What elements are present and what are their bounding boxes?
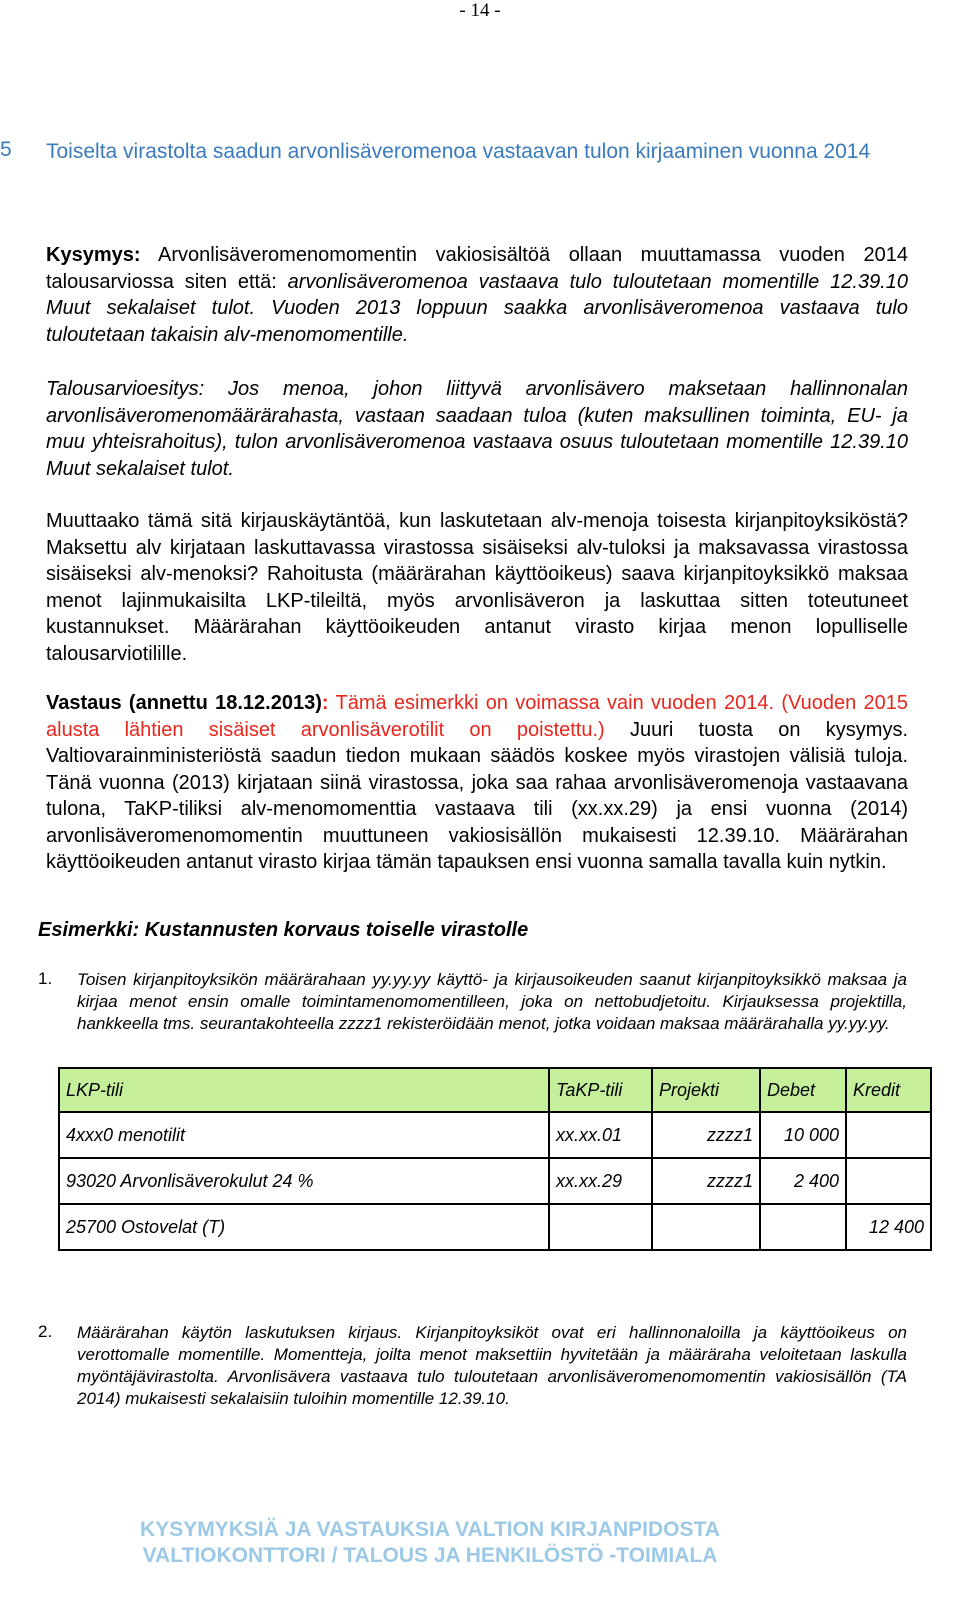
- table-row: [59, 1204, 931, 1250]
- cell-debet: 10 000: [760, 1112, 846, 1158]
- cell-kredit: [846, 1112, 931, 1158]
- cell-kredit: 12 400: [846, 1204, 931, 1250]
- cell-lkp-tili: 25700 Ostovelat (T): [59, 1204, 549, 1250]
- cell-takp-tili: xx.xx.29: [549, 1158, 652, 1204]
- cell-debet: 2 400: [760, 1158, 846, 1204]
- cell-debet: [760, 1204, 846, 1250]
- answer-text: Juuri tuosta on kysymys. Valtiovarainministeriöstä saadun tiedon mukaan säädös koskee myös virastojen välisiä tuloja. Tänä vuonna (2013) kirjataan siinä virastossa, joka saa rahaa arvonlisäveromenoja vastaavana tulona, TaKP-tiliksi alv-menomomenttia vastaava tili (xx.xx.29) ja ensi vuonna (2014) arvonlisäveromenomomentin muuttuneen vakiosisällön mukaisesti 12.39.10. Määrärahan käyttöoikeuden antanut virasto kirjaa tämän tapauksen ensi vuonna samalla tavalla kuin nytkin.: [46, 718, 908, 873]
- answer-red-note: Tämä esimerkki on voimassa vain vuoden 2014. (Vuoden 2015 alusta lähtien sisäiset arvonlisäverotilit on poistettu.): [46, 692, 908, 741]
- section-number: 5: [0, 138, 12, 161]
- cell-takp-tili: xx.xx.01: [549, 1112, 652, 1158]
- question-italic-text: arvonlisäveromenoa vastaava tulo tuloutetaan momentille 12.39.10 Muut sekalaiset tulot. Vuoden 2013 loppuun saakka arvonlisäveromenoa vastaava tulo tuloutetaan takaisin alv-menomomentille.: [46, 270, 908, 346]
- header-takp-tili: TaKP-tili: [549, 1068, 652, 1112]
- cell-kredit: [846, 1158, 931, 1204]
- cell-projekti: [652, 1204, 760, 1250]
- cell-takp-tili: [549, 1204, 652, 1250]
- cell-projekti: zzzz1: [652, 1158, 760, 1204]
- footer-line-2: VALTIOKONTTORI / TALOUS JA HENKILÖSTÖ -TOIMIALA: [142, 1544, 718, 1567]
- cell-lkp-tili: 93020 Arvonlisäverokulut 24 %: [59, 1158, 549, 1204]
- ledger-table: [58, 1067, 932, 1251]
- further-question-paragraph: Muuttaako tämä sitä kirjauskäytäntöä, kun laskutetaan alv-menoja toisesta kirjanpitoyksiköstä? Maksettu alv kirjataan laskuttavassa virastossa sisäiseksi alv-tuloksi ja maksavassa virastossa sisäiseksi alv-menoksi? Rahoitusta (määrärahan käyttöoikeus) saava kirjanpitoyksikkö maksaa menot lajinmukaisilta LKP-tileiltä, myös arvonlisäveron ja laskuttaa sitten toteutuneet kustannukset. Määrärahan käyttöoikeuden antanut virasto kirjaa menon lopulliselle talousarviotilille.: [46, 510, 908, 665]
- table-row: [59, 1112, 931, 1158]
- header-kredit: Kredit: [846, 1068, 931, 1112]
- header-debet: Debet: [760, 1068, 846, 1112]
- footer-line-1: KYSYMYKSIÄ JA VASTAUKSIA VALTION KIRJANPIDOSTA: [140, 1518, 720, 1541]
- table-row: [59, 1158, 931, 1204]
- page-number: - 14 -: [459, 0, 501, 21]
- answer-colon: :: [321, 692, 329, 714]
- section-title: Toiselta virastolta saadun arvonlisäveromenoa vastaavan tulon kirjaaminen vuonna 2014: [46, 140, 871, 163]
- ledger-header-row: [59, 1068, 931, 1112]
- answer-label: Vastaus (annettu 18.12.2013): [46, 692, 322, 714]
- header-lkp-tili: LKP-tili: [59, 1068, 549, 1112]
- question-text: Arvonlisäveromenomomentin vakiosisältöä ollaan muuttamassa vuoden 2014 talousarviossa siten että:: [46, 244, 908, 293]
- item-2-text: Määrärahan käytön laskutuksen kirjaus. Kirjanpitoyksiköt ovat eri hallinnonaloilla ja käyttöoikeus on verottomalle momentille. Momentteja, joilta menot maksettiin hyvitetään ja määräraha veloitetaan laskulla myöntäjävirastolta. Arvonlisävera vastaava tulo tuloutetaan arvonlisäveromenomomentin vakiosisällön (TA 2014) mukaisesti sekalaisiin tuloihin momentille 12.39.10.: [77, 1323, 907, 1408]
- header-projekti: Projekti: [652, 1068, 760, 1112]
- cell-projekti: zzzz1: [652, 1112, 760, 1158]
- answer-paragraph: [46, 690, 908, 876]
- cell-lkp-tili: 4xxx0 menotilit: [59, 1112, 549, 1158]
- budget-proposal-paragraph: Talousarvioesitys: Jos menoa, johon liittyvä arvonlisävero maksetaan hallinnonalan arvonlisäveromenomäärärahasta, vastaan saadaan tuloa (kuten maksullinen toiminta, EU- ja muu yhteisrahoitus), tulon arvonlisäveromenoa vastaava osuus tuloutetaan momentille 12.39.10 Muut sekalaiset tulot.: [46, 378, 908, 480]
- example-title: Esimerkki: Kustannusten korvaus toiselle virastolle: [38, 919, 529, 941]
- question-label: Kysymys:: [46, 244, 141, 266]
- item-1-text: Toisen kirjanpitoyksikön määrärahaan yy.yy.yy käyttö- ja kirjausoikeuden saanut kirjanpitoyksikkö maksaa ja kirjaa menot ensin omalle toimintamenomomentilleen, joka on nettobudjetoitu. Kirjauksessa projektilla, hankkeella tms. seurantakohteella zzzz1 rekisteröidään menot, jotka voidaan maksaa määrärahalla yy.yy.yy.: [77, 970, 907, 1033]
- item-2-number: 2.: [38, 1322, 53, 1341]
- question-paragraph: [46, 242, 908, 348]
- item-1-number: 1.: [38, 969, 53, 988]
